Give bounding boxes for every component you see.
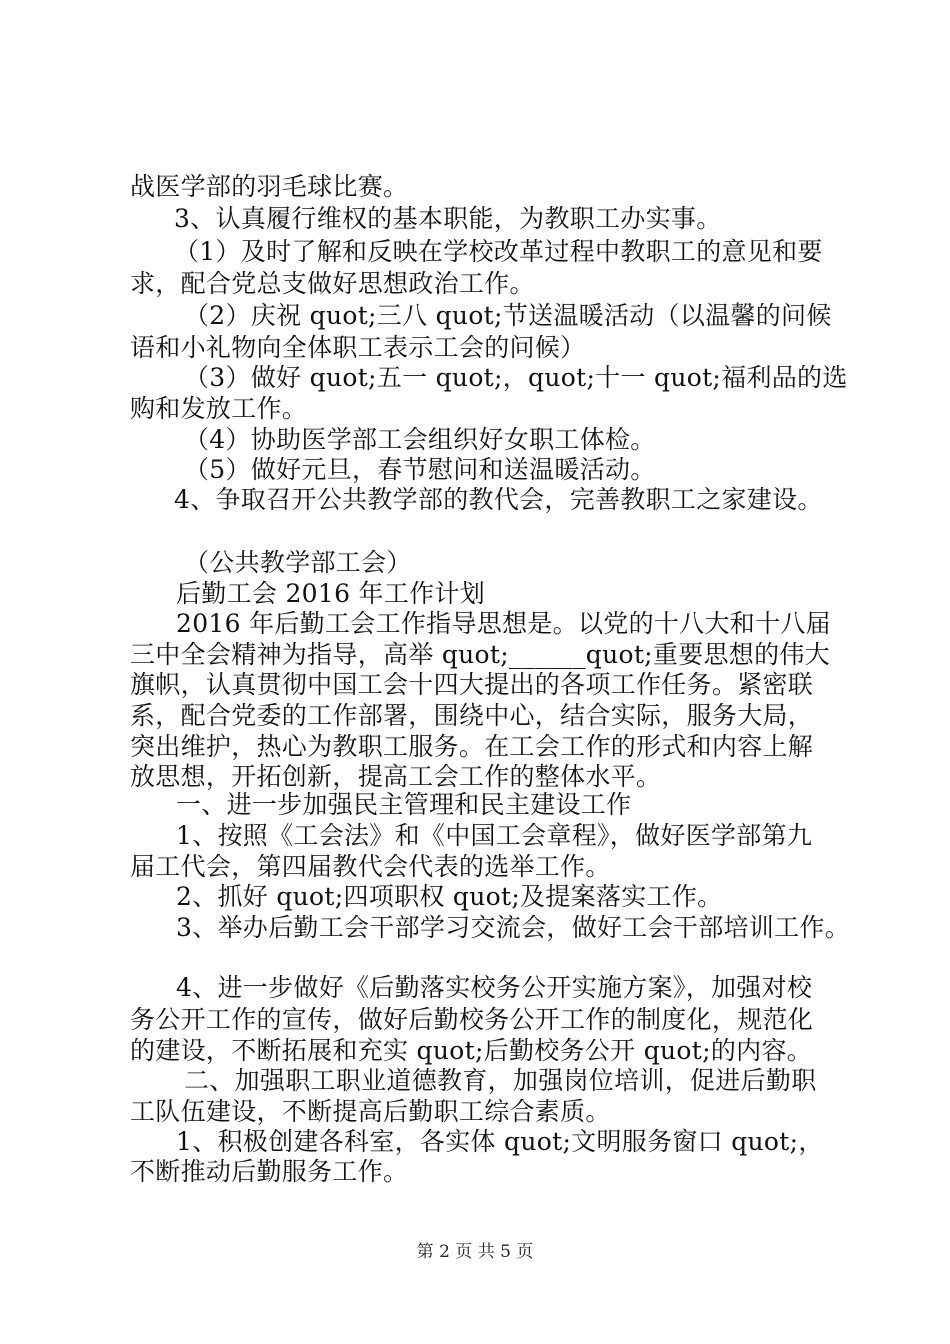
text-line: 的建设，不断拓展和充实 quot;后勤校务公开 quot;的内容。 — [130, 1036, 813, 1065]
section-heading: 一、进一步加强民主管理和民主建设工作 — [176, 790, 632, 819]
section-heading: 二、加强职工职业道德教育，加强岗位培训，促进后勤职 — [184, 1066, 817, 1095]
text-line: 3、认真履行维权的基本职能，为教职工办实事。 — [174, 204, 722, 233]
text-line: 三中全会精神为指导，高举 quot;______quot;重要思想的伟大 — [130, 640, 830, 669]
text-line: 1、积极创建各科室，各实体 quot;文明服务窗口 quot;， — [176, 1127, 824, 1156]
text-line: 4、争取召开公共教学部的教代会，完善教职工之家建设。 — [174, 485, 823, 514]
text-line: （公共教学部工会） — [184, 548, 412, 577]
text-line: 4、进一步做好《后勤落实校务公开实施方案》，加强对校 — [176, 973, 813, 1002]
text-line: 工队伍建设，不断提高后勤职工综合素质。 — [130, 1097, 611, 1126]
text-line: （1）及时了解和反映在学校改革过程中教职工的意见和要 — [174, 237, 823, 266]
text-line: （2）庆祝 quot;三八 quot;节送温暖活动（以温馨的问候 — [184, 301, 832, 330]
text-line: 务公开工作的宣传，做好后勤校务公开工作的制度化，规范化 — [130, 1005, 814, 1034]
text-line: 求，配合党总支做好思想政治工作。 — [130, 269, 535, 298]
text-line: 2、抓好 quot;四项职权 quot;及提案落实工作。 — [176, 882, 723, 911]
text-line: 放思想，开拓创新，提高工会工作的整体水平。 — [130, 762, 662, 791]
text-line: 旗帜，认真贯彻中国工会十四大提出的各项工作任务。紧密联 — [130, 670, 814, 699]
text-line: （5）做好元旦，春节慰问和送温暖活动。 — [184, 455, 656, 484]
page-number-footer: 第 2 页 共 5 页 — [416, 1242, 534, 1262]
text-line: 突出维护，热心为教职工服务。在工会工作的形式和内容上解 — [130, 732, 814, 761]
section-heading: 后勤工会 2016 年工作计划 — [176, 579, 486, 608]
text-line: （3）做好 quot;五一 quot;，quot;十一 quot;福利品的选 — [184, 363, 848, 392]
text-line: （4）协助医学部工会组织好女职工体检。 — [184, 425, 656, 454]
text-line: 不断推动后勤服务工作。 — [130, 1157, 409, 1186]
text-line: 届工代会，第四届教代会代表的选举工作。 — [130, 852, 611, 881]
text-line: 2016 年后勤工会工作指导思想是。以党的十八大和十八届 — [176, 609, 831, 638]
text-line: 购和发放工作。 — [130, 394, 308, 423]
text-line: 1、按照《工会法》和《中国工会章程》，做好医学部第九 — [176, 821, 813, 850]
text-line: 3、举办后勤工会干部学习交流会，做好工会干部培训工作。 — [176, 913, 851, 942]
text-line: 系，配合党委的工作部署，围绕中心，结合实际，服务大局， — [130, 701, 814, 730]
text-line: 语和小礼物向全体职工表示工会的问候） — [130, 333, 586, 362]
text-line: 战医学部的羽毛球比赛。 — [130, 172, 409, 201]
